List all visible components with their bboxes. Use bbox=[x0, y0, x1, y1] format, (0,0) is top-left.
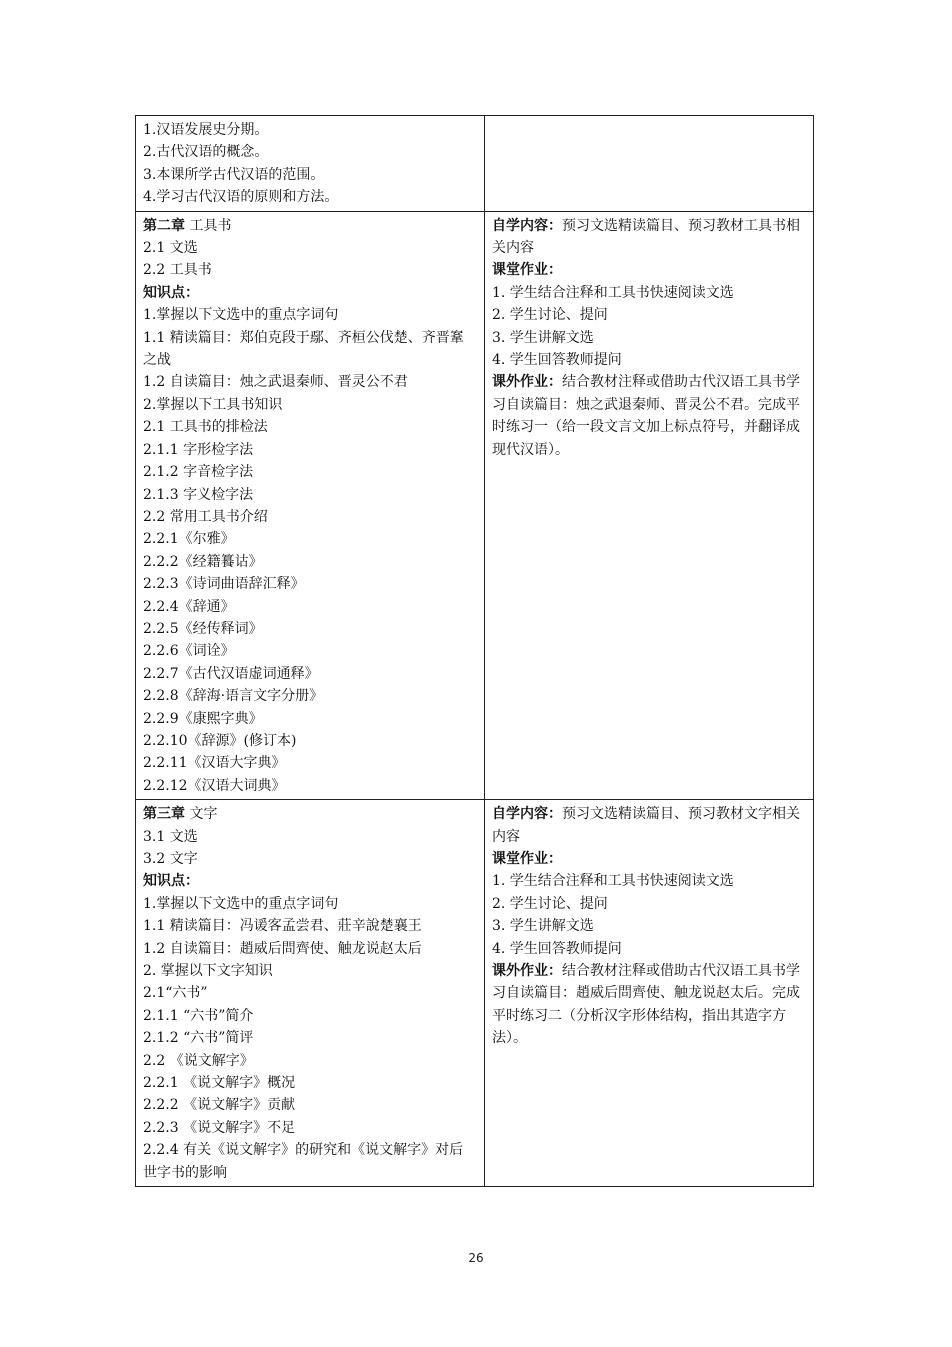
line-text: 2.2.4 有关《说文解字》的研究和《说文解字》对后世字书的影响 bbox=[143, 1142, 464, 1181]
cell-line bbox=[143, 826, 477, 848]
line-text: 2.2.11《汉语大字典》 bbox=[143, 755, 286, 772]
line-text: 2.掌握以下工具书知识 bbox=[143, 396, 283, 413]
line-text: 4. 学生回答教师提问 bbox=[492, 352, 622, 369]
line-text: 2.2.5《经传释词》 bbox=[143, 620, 263, 637]
cell-line bbox=[143, 982, 477, 1004]
cell-line bbox=[143, 640, 477, 662]
cell-line bbox=[143, 938, 477, 960]
cell-line bbox=[143, 304, 477, 326]
cell-line bbox=[143, 708, 477, 730]
line-text: 1.掌握以下文选中的重点字词句 bbox=[143, 307, 339, 324]
cell-line bbox=[492, 848, 806, 870]
line-text: 4. 学生回答教师提问 bbox=[492, 940, 622, 957]
cell-line bbox=[143, 752, 477, 774]
cell-line bbox=[143, 1139, 477, 1184]
intro-content-cell bbox=[136, 116, 485, 212]
line-heading: 第三章 bbox=[143, 806, 185, 823]
cell-line bbox=[143, 663, 477, 685]
cell-line bbox=[143, 259, 477, 281]
line-text: 1.掌握以下文选中的重点字词句 bbox=[143, 895, 339, 912]
table-row-intro bbox=[136, 116, 814, 212]
line-heading: 课外作业： bbox=[492, 374, 562, 391]
cell-line bbox=[143, 484, 477, 506]
line-text: 3. 学生讲解文选 bbox=[492, 918, 594, 935]
chapter-2-content-cell bbox=[136, 211, 485, 800]
line-text: 2.1.1 字形检字法 bbox=[143, 441, 254, 458]
cell-line bbox=[492, 915, 806, 937]
cell-line bbox=[143, 327, 477, 372]
line-text: 预习文选精读篇目、预习教材工具书相关内容 bbox=[492, 217, 800, 257]
line-text: 2.2 《说文解字》 bbox=[143, 1052, 254, 1069]
cell-line bbox=[143, 685, 477, 707]
cell-line bbox=[143, 848, 477, 870]
line-text: 2.1 文选 bbox=[143, 240, 198, 257]
line-heading: 知识点： bbox=[143, 873, 199, 890]
line-text: 2.2.2《经籍籑诂》 bbox=[143, 553, 263, 570]
cell-line bbox=[492, 304, 806, 326]
line-text: 2.1.3 字义检字法 bbox=[143, 486, 254, 503]
line-text: 1.1 精读篇目：冯谖客孟尝君、莊辛說楚襄王 bbox=[143, 918, 422, 935]
line-text: 结合教材注释或借助古代汉语工具书学习自读篇目：烛之武退秦师、晋灵公不君。完成平时练习一（给一段文言文加上标点符号，并翻译成现代汉语）。 bbox=[492, 374, 800, 458]
line-text: 2.2.3《诗词曲语辞汇释》 bbox=[143, 576, 305, 593]
cell-line bbox=[143, 803, 477, 825]
line-text: 1.1 精读篇目：郑伯克段于鄢、齐桓公伐楚、齐晋鞌之战 bbox=[143, 329, 464, 369]
cell-line bbox=[143, 960, 477, 982]
line-text: 2.1.2 “六书”简评 bbox=[143, 1030, 254, 1047]
line-text: 1. 学生结合注释和工具书快速阅读文选 bbox=[492, 873, 734, 890]
line-heading: 知识点： bbox=[143, 284, 199, 301]
line-text: 结合教材注释或借助古代汉语工具书学习自读篇目：趙威后問齊使、触龙说赵太后。完成平时练习二（分析汉字形体结构，指出其造字方法）。 bbox=[492, 963, 800, 1047]
cell-line bbox=[143, 186, 477, 208]
cell-line bbox=[143, 119, 477, 141]
line-text: 4.学习古代汉语的原则和方法。 bbox=[143, 189, 339, 206]
line-text: 2.2.6《词诠》 bbox=[143, 643, 235, 660]
cell-line bbox=[143, 596, 477, 618]
line-heading: 课堂作业： bbox=[492, 262, 562, 279]
cell-line bbox=[143, 506, 477, 528]
line-text: 预习文选精读篇目、预习教材文字相关内容 bbox=[492, 806, 800, 845]
line-text: 2.2.2 《说文解字》贡献 bbox=[143, 1097, 296, 1114]
cell-line bbox=[143, 371, 477, 393]
cell-line bbox=[143, 215, 477, 237]
line-text: 1.2 自读篇目：烛之武退秦师、晋灵公不君 bbox=[143, 374, 408, 391]
line-text: 2.1.2 字音检字法 bbox=[143, 464, 254, 481]
cell-line bbox=[492, 938, 806, 960]
cell-line bbox=[143, 528, 477, 550]
cell-line bbox=[143, 164, 477, 186]
cell-line bbox=[143, 461, 477, 483]
chapter-3-content-cell bbox=[136, 800, 485, 1187]
line-text: 2.1 工具书的排检法 bbox=[143, 419, 268, 436]
line-text: 3.2 文字 bbox=[143, 851, 198, 867]
line-text: 2.2 工具书 bbox=[143, 262, 212, 279]
syllabus-table-body bbox=[136, 116, 814, 1187]
cell-line bbox=[492, 803, 806, 848]
line-text: 2. 掌握以下文字知识 bbox=[143, 963, 273, 980]
line-text: 2.1.1 “六书”简介 bbox=[143, 1007, 254, 1024]
line-text: 2.古代汉语的概念。 bbox=[143, 144, 269, 161]
line-text: 2.2.7《古代汉语虚词通释》 bbox=[143, 665, 319, 682]
cell-line bbox=[143, 282, 477, 304]
cell-line bbox=[143, 141, 477, 163]
line-text: 3.1 文选 bbox=[143, 828, 198, 845]
cell-line bbox=[143, 870, 477, 892]
cell-line bbox=[143, 1117, 477, 1139]
line-heading: 自学内容： bbox=[492, 806, 562, 823]
line-text: 3.本课所学古代汉语的范围。 bbox=[143, 166, 325, 183]
cell-line bbox=[143, 1050, 477, 1072]
line-text: 1.汉语发展史分期。 bbox=[143, 122, 269, 138]
cell-line bbox=[143, 416, 477, 438]
line-text: 2.1“六书” bbox=[143, 985, 208, 1002]
chapter-3-assignment-cell bbox=[485, 800, 814, 1187]
chapter-2-assignment-cell bbox=[485, 211, 814, 800]
cell-line bbox=[492, 371, 806, 461]
cell-line bbox=[143, 439, 477, 461]
syllabus-table bbox=[135, 115, 814, 1187]
line-heading: 第二章 bbox=[143, 217, 185, 234]
line-text: 2.2.3 《说文解字》不足 bbox=[143, 1119, 296, 1136]
line-text: 2.2.8《辞海·语言文字分册》 bbox=[143, 688, 324, 705]
cell-line bbox=[492, 282, 806, 304]
line-text: 2.2.4《辞通》 bbox=[143, 598, 235, 615]
cell-line bbox=[143, 1072, 477, 1094]
cell-line bbox=[143, 1027, 477, 1049]
cell-line bbox=[492, 327, 806, 349]
cell-line bbox=[143, 618, 477, 640]
page-number: 26 bbox=[468, 1251, 484, 1265]
cell-line bbox=[143, 730, 477, 752]
cell-line bbox=[143, 893, 477, 915]
cell-line bbox=[143, 1094, 477, 1116]
cell-line bbox=[143, 394, 477, 416]
intro-assignment-cell bbox=[485, 116, 814, 212]
line-text: 2.2.10《辞源》(修订本) bbox=[143, 732, 297, 749]
cell-line bbox=[492, 870, 806, 892]
line-text: 2.2.1《尔雅》 bbox=[143, 531, 235, 548]
cell-line bbox=[492, 893, 806, 915]
cell-line bbox=[143, 237, 477, 259]
line-text: 2. 学生讨论、提问 bbox=[492, 895, 608, 912]
line-heading: 自学内容： bbox=[492, 217, 562, 234]
line-text: 1.2 自读篇目：趙威后問齊使、触龙说赵太后 bbox=[143, 940, 422, 957]
line-text: 3. 学生讲解文选 bbox=[492, 329, 594, 346]
cell-line bbox=[143, 915, 477, 937]
cell-line bbox=[143, 1005, 477, 1027]
cell-line bbox=[492, 215, 806, 260]
cell-line bbox=[143, 775, 477, 797]
cell-line bbox=[143, 551, 477, 573]
line-text: 2.2.9《康熙字典》 bbox=[143, 710, 263, 727]
cell-line bbox=[492, 349, 806, 371]
line-text: 2.2 常用工具书介绍 bbox=[143, 508, 268, 525]
line-text: 2.2.1 《说文解字》概况 bbox=[143, 1075, 296, 1092]
line-text: 2.2.12《汉语大词典》 bbox=[143, 777, 286, 794]
table-row-chapter-2 bbox=[136, 211, 814, 800]
cell-line bbox=[492, 259, 806, 281]
cell-line bbox=[492, 960, 806, 1050]
line-text: 工具书 bbox=[185, 217, 232, 234]
line-text: 2. 学生讨论、提问 bbox=[492, 307, 608, 324]
line-text: 1. 学生结合注释和工具书快速阅读文选 bbox=[492, 284, 734, 301]
cell-line bbox=[143, 573, 477, 595]
line-heading: 课堂作业： bbox=[492, 851, 562, 867]
line-text: 文字 bbox=[185, 806, 218, 823]
line-heading: 课外作业： bbox=[492, 963, 562, 980]
table-row-chapter-3 bbox=[136, 800, 814, 1187]
